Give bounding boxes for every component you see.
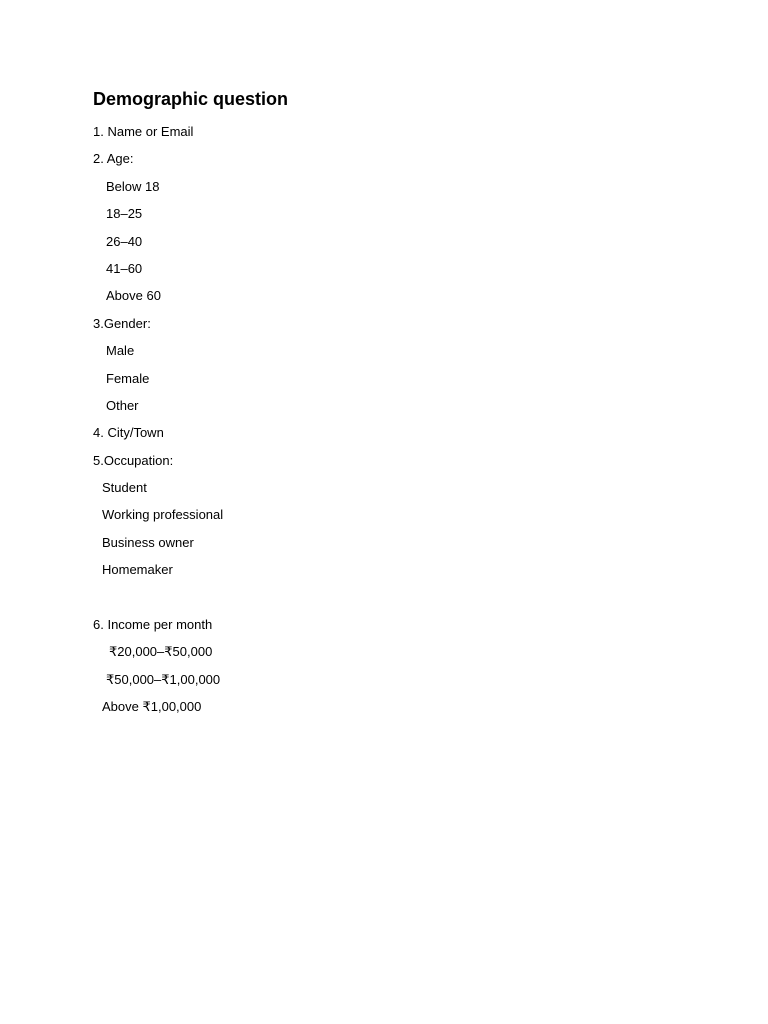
gender-option: Other [106, 397, 139, 413]
gender-option: Male [106, 343, 135, 359]
question-2-label: 2. Age: [93, 151, 134, 167]
question-6-label: 6. Income per month [93, 617, 213, 633]
occupation-option: Business owner [102, 534, 194, 550]
occupation-option: Student [102, 480, 147, 496]
age-option: 41–60 [106, 260, 143, 276]
income-option: ₹50,000–₹1,00,000 [106, 671, 221, 687]
occupation-option: Homemaker [102, 562, 173, 578]
age-option: Below 18 [106, 178, 160, 194]
age-option: Above 60 [106, 288, 161, 304]
age-option: 26–40 [106, 233, 143, 249]
blank-line [93, 584, 693, 611]
occupation-option: Working professional [102, 507, 224, 523]
document-body [93, 86, 693, 721]
question-4-label: 4. City/Town [93, 425, 164, 441]
gender-option: Female [106, 370, 150, 386]
income-option: ₹20,000–₹50,000 [109, 644, 213, 660]
income-option: Above ₹1,00,000 [102, 699, 202, 715]
question-3-label: 3.Gender: [93, 315, 151, 331]
question-5-label: 5.Occupation: [93, 452, 174, 468]
page-title: Demographic question [93, 89, 289, 109]
age-option: 18–25 [106, 206, 143, 222]
question-1-label: 1. Name or Email [93, 124, 194, 139]
